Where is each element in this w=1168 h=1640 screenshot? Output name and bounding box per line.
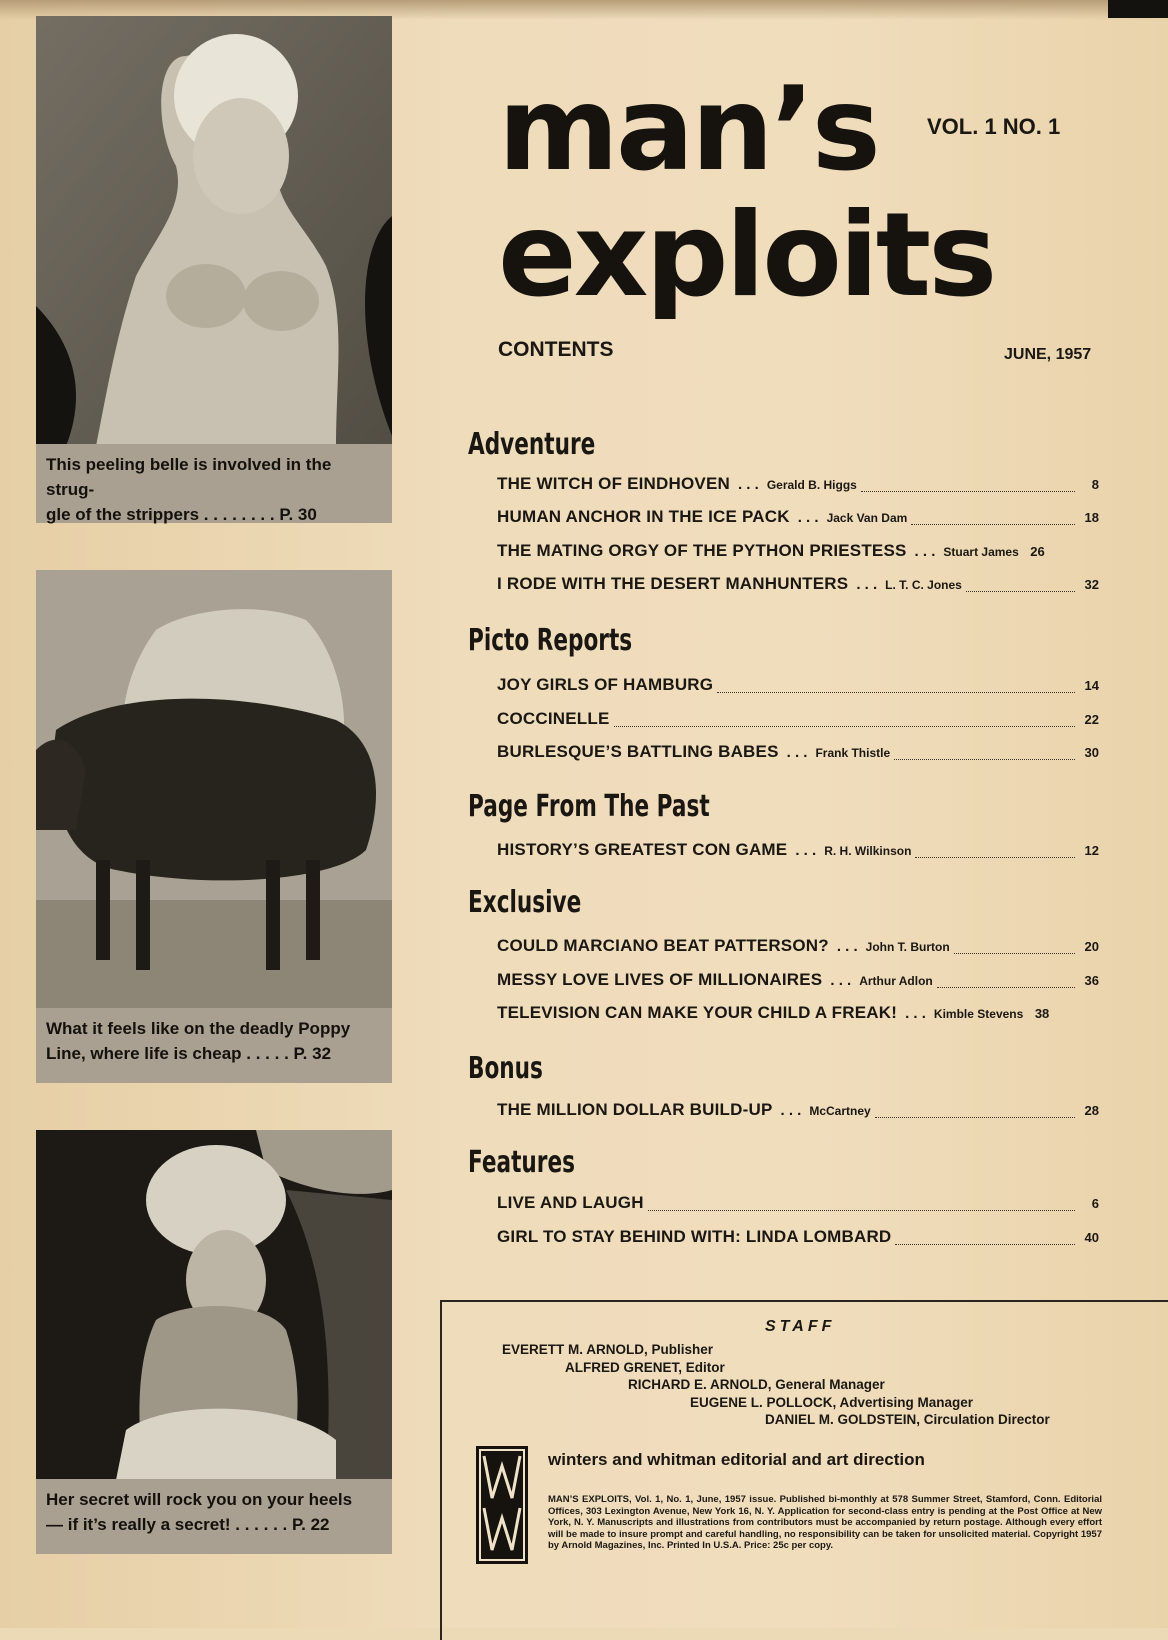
entry-title: TELEVISION CAN MAKE YOUR CHILD A FREAK!: [497, 1003, 898, 1022]
photo-panel-3: [36, 1130, 392, 1554]
entry-separator: . . .: [914, 543, 936, 560]
caption-1-line1: This peeling belle is involved in the strug-: [46, 455, 332, 499]
dot-leader: [875, 1116, 1075, 1118]
section-heading-picto-reports: Picto Reports: [468, 623, 633, 658]
entry-author: L. T. C. Jones: [885, 578, 962, 592]
dot-leader: [954, 952, 1075, 954]
entry-separator: . . .: [905, 1005, 926, 1022]
issue-date: JUNE, 1957: [1004, 346, 1092, 363]
photo-caption-1: [36, 444, 392, 523]
staff-member: DANIEL M. GOLDSTEIN, Circulation Director: [765, 1412, 1050, 1427]
toc-entry[interactable]: [497, 970, 1099, 992]
dot-leader: [937, 986, 1075, 988]
caption-1-line2: gle of the strippers . . . . . . . . P. 30: [46, 505, 317, 524]
photo-feathered-showgirl: [36, 1130, 392, 1480]
section-heading-adventure: Adventure: [468, 427, 596, 462]
entry-title: THE MILLION DOLLAR BUILD-UP: [497, 1100, 773, 1119]
entry-title: COULD MARCIANO BEAT PATTERSON?: [497, 936, 829, 955]
page-corner: [1108, 0, 1168, 18]
entry-page: 28: [1084, 1103, 1099, 1118]
entry-page: 22: [1084, 712, 1099, 727]
entry-title: THE WITCH OF EINDHOVEN: [497, 474, 730, 493]
staff-member: RICHARD E. ARNOLD, General Manager: [628, 1377, 885, 1392]
entry-author: Arthur Adlon: [859, 974, 933, 988]
toc-entry[interactable]: [497, 474, 1099, 496]
photo-panel-1: [36, 16, 392, 523]
entry-author: Stuart James: [943, 545, 1019, 559]
dot-leader: [861, 490, 1075, 492]
dot-leader: [895, 1243, 1075, 1245]
entry-author: Frank Thistle: [815, 746, 891, 760]
entry-separator: . . .: [797, 509, 819, 526]
entry-title: LIVE AND LAUGH: [497, 1193, 644, 1212]
staff-member: EVERETT M. ARNOLD, Publisher: [502, 1342, 714, 1357]
dot-leader: [911, 523, 1075, 525]
dot-leader: [894, 758, 1075, 760]
volume-number: VOL. 1 NO. 1: [927, 114, 1061, 139]
toc-entry[interactable]: [497, 675, 1099, 697]
entry-page: 12: [1084, 843, 1099, 858]
dot-leader: [966, 590, 1075, 592]
toc-entry[interactable]: [497, 1003, 1099, 1025]
entry-page: 6: [1091, 1196, 1099, 1211]
entry-title: I RODE WITH THE DESERT MANHUNTERS: [497, 574, 849, 593]
studio-credit: winters and whitman editorial and art direction: [548, 1450, 925, 1469]
entry-separator: . . .: [795, 842, 817, 859]
toc-entry[interactable]: [497, 936, 1099, 958]
entry-page: 18: [1084, 510, 1099, 525]
entry-title: MESSY LOVE LIVES OF MILLIONAIRES: [497, 970, 823, 989]
caption-2-line2: Line, where life is cheap . . . . . P. 32: [46, 1044, 332, 1063]
photo-burlesque-dancer: [36, 16, 392, 446]
entry-page: 32: [1084, 577, 1099, 592]
staff-heading: STAFF: [765, 1318, 836, 1335]
publication-fine-print: MAN’S EXPLOITS, Vol. 1, No. 1, June, 1957 issue. Published bi-monthly at 578 Summer Street, Stamford, Conn. Editorial Offices, 303 Lexington Avenue, New York 16, N. Y. Application for second-class entry is pending at the Post Office at New York, N. Y. Manuscripts and illustrations from contributors must be accompanied by return postage. Although every effort will be made to insure prompt and careful handling, no responsibility can be taken for unsolicited material. Copyright 1957 by Arnold Magazines, Inc. Printed In U.S.A. Price: 25c per copy.: [548, 1494, 1102, 1551]
entry-separator: . . .: [737, 476, 759, 493]
photo-caption-3: [36, 1479, 392, 1554]
entry-author: Gerald B. Higgs: [766, 478, 857, 492]
entry-page: 26: [1030, 544, 1045, 559]
entry-title: GIRL TO STAY BEHIND WITH: LINDA LOMBARD: [497, 1227, 892, 1246]
dot-leader: [915, 856, 1075, 858]
entry-page: 38: [1034, 1006, 1050, 1021]
entry-author: McCartney: [809, 1104, 871, 1118]
entry-page: 20: [1084, 939, 1099, 954]
section-heading-features: Features: [468, 1145, 575, 1180]
dot-leader: [717, 691, 1075, 693]
toc-entry[interactable]: [497, 574, 1099, 596]
entry-page: 40: [1084, 1230, 1099, 1245]
staff-member: EUGENE L. POLLOCK, Advertising Manager: [690, 1395, 974, 1410]
entry-separator: . . .: [786, 744, 808, 761]
entry-title: THE MATING ORGY OF THE PYTHON PRIESTESS: [497, 541, 907, 560]
caption-3-line1: Her secret will rock you on your heels: [46, 1490, 353, 1509]
toc-entry[interactable]: [497, 840, 1099, 862]
masthead-line2: exploits: [498, 188, 995, 323]
photo-caption-2: [36, 1008, 392, 1083]
entry-page: 30: [1084, 745, 1099, 760]
entry-separator: . . .: [780, 1102, 802, 1119]
entry-author: Jack Van Dam: [826, 511, 908, 525]
masthead-line1: man’s: [498, 62, 878, 197]
entry-separator: . . .: [836, 938, 858, 955]
toc-entry[interactable]: [497, 709, 1099, 731]
entry-page: 36: [1084, 973, 1099, 988]
contents-heading: CONTENTS: [498, 338, 614, 361]
entry-title: HISTORY’S GREATEST CON GAME: [497, 840, 788, 859]
section-heading-exclusive: Exclusive: [468, 885, 582, 920]
entry-title: COCCINELLE: [497, 709, 610, 728]
caption-2-line1: What it feels like on the deadly Poppy: [46, 1019, 351, 1038]
section-heading-bonus: Bonus: [468, 1051, 543, 1086]
dot-leader: [648, 1209, 1075, 1211]
caption-3-line2: — if it’s really a secret! . . . . . . P. 22: [46, 1515, 330, 1534]
toc-entry[interactable]: [497, 742, 1099, 764]
entry-title: BURLESQUE’S BATTLING BABES: [497, 742, 779, 761]
entry-page: 8: [1091, 477, 1099, 492]
toc-entry[interactable]: [497, 1193, 1099, 1215]
photo-camel-rider: [36, 570, 392, 1008]
winters-whitman-logo: [476, 1446, 528, 1564]
section-heading-page-from-the-past: Page From The Past: [468, 789, 710, 824]
entry-title: HUMAN ANCHOR IN THE ICE PACK: [497, 507, 790, 526]
dot-leader: [614, 725, 1076, 727]
toc-entry[interactable]: [497, 1100, 1099, 1122]
entry-author: Kimble Stevens: [933, 1007, 1024, 1021]
toc-entry[interactable]: [497, 541, 1099, 563]
entry-page: 14: [1084, 678, 1099, 693]
entry-author: John T. Burton: [865, 940, 950, 954]
entry-author: R. H. Wilkinson: [824, 844, 912, 858]
staff-member: ALFRED GRENET, Editor: [565, 1360, 725, 1375]
photo-panel-2: [36, 570, 392, 1083]
entry-separator: . . .: [830, 972, 852, 989]
entry-title: JOY GIRLS OF HAMBURG: [497, 675, 714, 694]
toc-entry[interactable]: [497, 507, 1099, 529]
toc-entry[interactable]: [497, 1227, 1099, 1249]
entry-separator: . . .: [856, 576, 878, 593]
